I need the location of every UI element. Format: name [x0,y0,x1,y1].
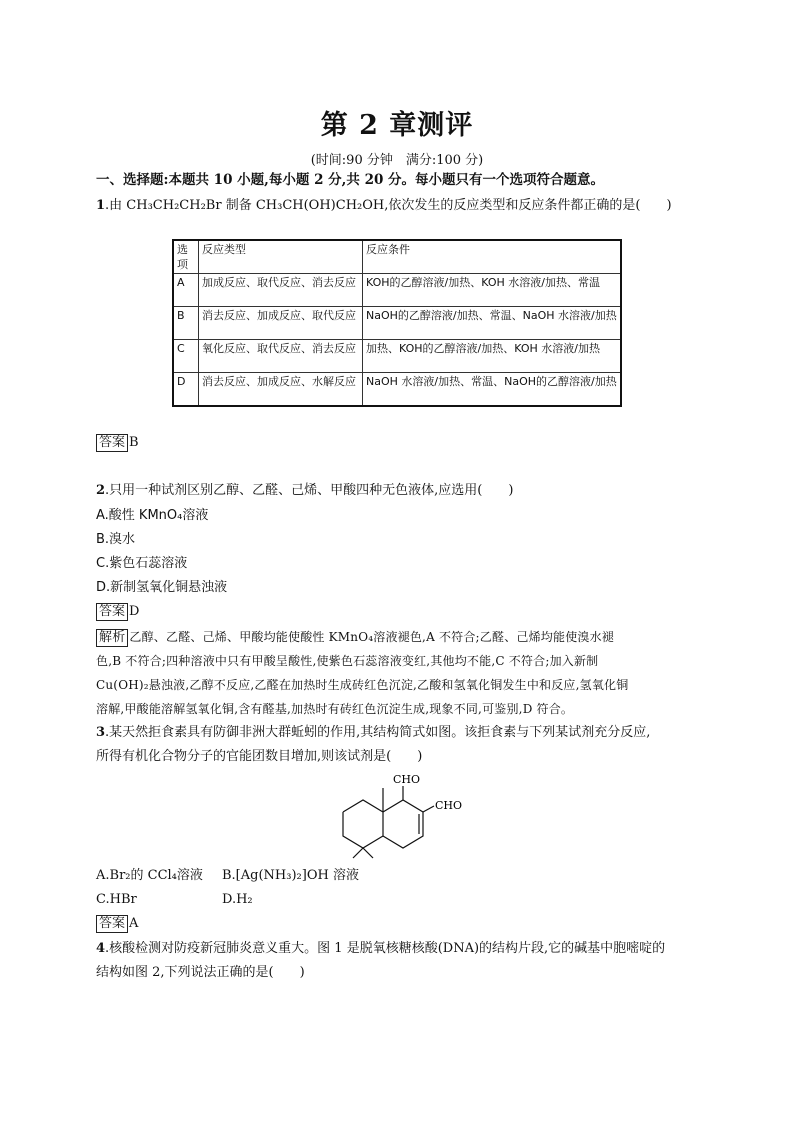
table-cell: KOH的乙醇溶液/加热、KOH 水溶液/加热、常温 [363,274,622,307]
question-number: 1 [96,198,106,213]
option-d: D.新制氢氧化铜悬浊液 [96,580,228,595]
answer-2 [96,603,139,621]
table-header: 反应条件 [363,240,622,274]
question-text: .由 CH₃CH₂CH₂Br 制备 CH₃CH(OH)CH₂OH,依次发生的反应类型和反应条件都正确的是( ) [105,198,672,213]
table-header-row [173,240,621,274]
table-cell: 氧化反应、取代反应、消去反应 [199,340,363,373]
option-b: B.[Ag(NH₃)₂]OH 溶液 [222,868,359,883]
ring-bond [383,800,423,848]
question-3 [96,724,650,742]
option-d: D.H₂ [222,892,253,907]
table-cell: NaOH的乙醇溶液/加热、常温、NaOH 水溶液/加热 [363,307,622,340]
cho-bond [423,806,434,812]
answer-value: A [129,916,139,931]
question-2 [96,482,513,500]
methyl-bond [353,848,363,858]
question-number: 2 [96,483,106,498]
table-cell: A [173,274,199,307]
question-1 [96,197,672,215]
table-cell: 加热、KOH的乙醇溶液/加热、KOH 水溶液/加热 [363,340,622,373]
option-c: C.紫色石蕊溶液 [96,556,188,571]
exam-info: (时间:90 分钟 满分:100 分) [310,153,484,168]
table-header: 选项 [173,240,199,274]
question-text: .核酸检测对防疫新冠肺炎意义重大。图 1 是脱氧核糖核酸(DNA)的结构片段,它的碱基中胞嘧啶的 [105,941,666,956]
option-b: B.溴水 [96,532,136,547]
table-cell: 消去反应、加成反应、水解反应 [199,373,363,407]
question-number: 3 [96,725,106,740]
methyl-bond [363,848,373,858]
explanation-line: 色,B 不符合;四种溶液中只有甲酸呈酸性,使紫色石蕊溶液变红,其他均不能,C 不符合;加入新制 [96,654,599,668]
table-row [173,307,621,340]
explanation-tag: 解析 [96,629,128,647]
section-heading: 一、选择题:本题共 10 小题,每小题 2 分,共 20 分。每小题只有一个选项符合题意。 [96,172,605,188]
table-cell: 加成反应、取代反应、消去反应 [199,274,363,307]
options-table [172,239,622,407]
question-text: 结构如图 2,下列说法正确的是( ) [96,965,305,980]
explanation-line: 溶解,甲酸能溶解氢氧化铜,含有醛基,加热时有砖红色沉淀生成,现象不同,可鉴别,D 符合。 [96,702,574,716]
answer-value: D [129,604,140,619]
explanation-text: 乙醇、乙醛、己烯、甲酸均能使酸性 KMnO₄溶液褪色,A 不符合;乙醛、己烯均能使溴水褪 [129,630,614,644]
answer-tag: 答案 [96,603,128,621]
table-header: 反应类型 [199,240,363,274]
question-text: .只用一种试剂区别乙醇、乙醛、己烯、甲酸四种无色液体,应选用( ) [105,483,514,498]
answer-1 [96,434,139,452]
table-cell: B [173,307,199,340]
table-cell: NaOH 水溶液/加热、常温、NaOH的乙醇溶液/加热 [363,373,622,407]
option-a: A.酸性 KMnO₄溶液 [96,508,209,523]
answer-value: B [129,435,139,450]
cho-label: CHO [393,773,421,786]
explanation-line: Cu(OH)₂悬浊液,乙醇不反应,乙醛在加热时生成砖红色沉淀,乙酸和氢氧化铜发生中和反应,氢氧化铜 [96,678,629,692]
answer-3 [96,915,138,933]
option-c: C.HBr [96,892,137,907]
table-cell: D [173,373,199,407]
question-text: .某天然拒食素具有防御非洲大群蚯蚓的作用,其结构简式如图。该拒食素与下列某试剂充分反应, [105,725,651,740]
page-title: 第 2 章测评 [320,110,474,141]
cho-label: CHO [435,799,463,812]
table-row [173,340,621,373]
explanation-line [96,628,614,647]
table-row [173,373,621,407]
molecular-structure [330,772,470,862]
table-cell: 消去反应、加成反应、取代反应 [199,307,363,340]
question-text: 所得有机化合物分子的官能团数目增加,则该试剂是( ) [96,749,423,764]
table-row [173,274,621,307]
ring-bond [343,800,383,848]
table-cell: C [173,340,199,373]
question-number: 4 [96,941,106,956]
option-a: A.Br₂的 CCl₄溶液 [96,868,203,883]
question-4 [96,940,665,958]
answer-tag: 答案 [96,434,128,452]
answer-tag: 答案 [96,915,128,933]
